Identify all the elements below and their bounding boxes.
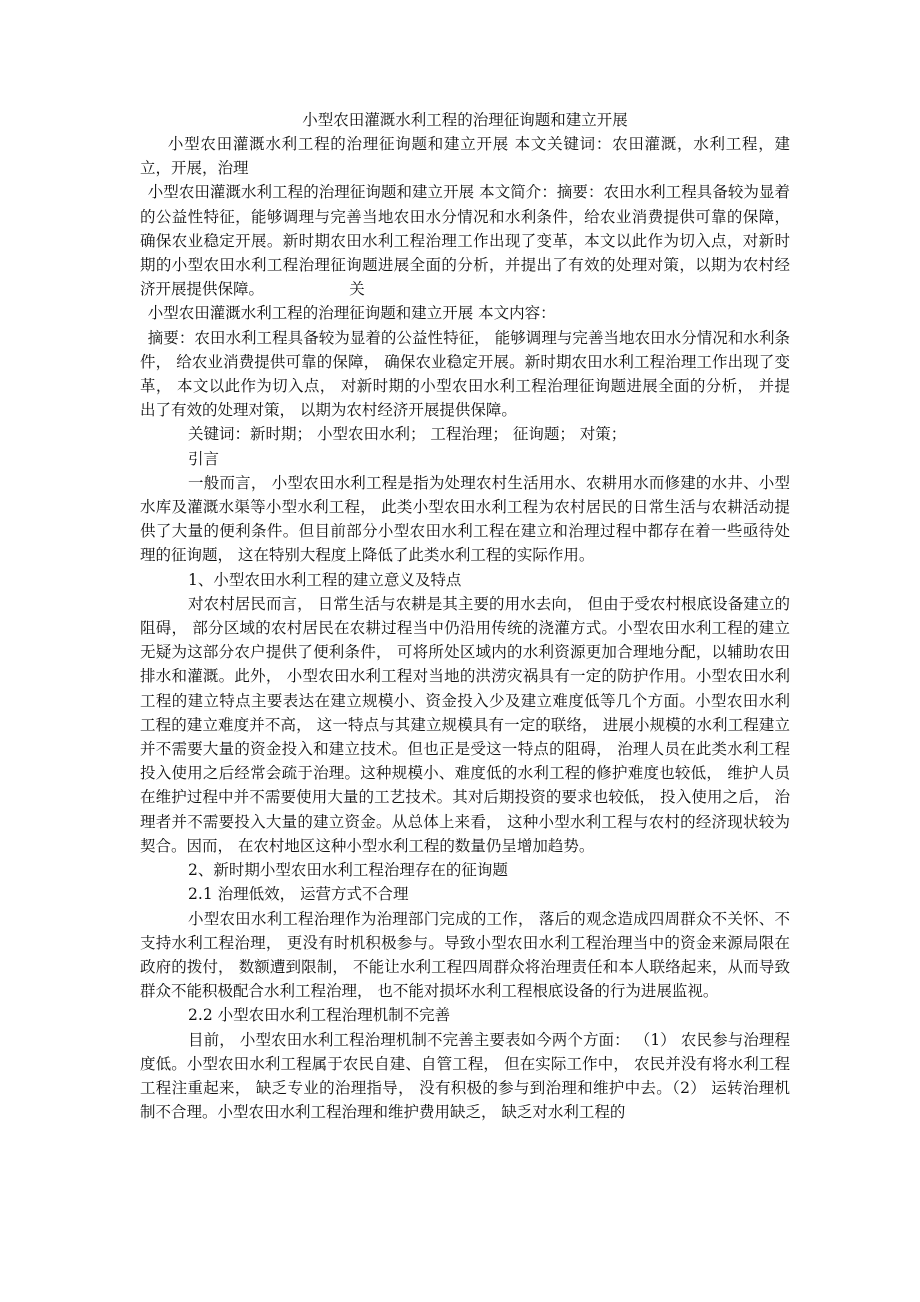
section-2-1-paragraph: 小型农田水利工程治理作为治理部门完成的工作， 落后的观念造成四周群众不关怀、不支持水利工程治理， 更没有时机积极参与。导致小型农田水利工程治理当中的资金来源局限在政府的拨付， 数额遭到限制， 不能让水利工程四周群众将治理责任和本人联络起来，从而导致群众不能积极配合水利工程治理， 也不能对损坏水利工程根底设备的行为进展监视。 <box>140 909 790 1001</box>
intro-paragraph: 一般而言， 小型农田水利工程是指为处理农村生活用水、农耕用水而修建的水井、小型水库及灌溉水渠等小型水利工程， 此类小型农田水利工程为农村居民的日常生活与农耕活动提供了大量的便利条件。但目前部分小型农田水利工程在建立和治理过程中都存在着一些亟待处理的征询题， 这在特别大程度上降低了此类水利工程的实际作用。 <box>140 473 790 565</box>
section-2-2-heading: 2.2 小型农田水利工程治理机制不完善 <box>188 1006 451 1025</box>
keywords-line: 关键词：新时期； 小型农田水利； 工程治理； 征询题； 对策； <box>188 425 627 444</box>
abstract-paragraph: 摘要：农田水利工程具备较为显着的公益性特征， 能够调理与完善当地农田水分情况和水利条件， 给农业消费提供可靠的保障， 确保农业稳定开展。新时期农田水利工程治理工作出现了变革， 本文以此作为切入点， 对新时期的小型农田水利工程治理征询题进展全面的分析， 并提出了有效的处理对策， 以期为农村经济开展提供保障。 <box>140 328 790 420</box>
section-2-heading: 2、新时期小型农田水利工程治理存在的征询题 <box>188 861 508 880</box>
document-title: 小型农田灌溉水利工程的治理征询题和建立开展 <box>302 111 628 129</box>
document-body <box>140 108 790 1124</box>
section-1-heading: 1、小型农田水利工程的建立意义及特点 <box>188 570 462 589</box>
section-2-2-paragraph: 目前， 小型农田水利工程治理机制不完善主要表如今两个方面： （1） 农民参与治理程度低。小型农田水利工程属于农民自建、自管工程， 但在实际工作中， 农民并没有将水利工程工程注重起来， 缺乏专业的治理指导， 没有积极的参与到治理和维护中去。（2） 运转治理机制不合理。小型农田水利工程治理和维护费用缺乏， 缺乏对水利工程的 <box>140 1030 790 1122</box>
section-1-paragraph: 对农村居民而言， 日常生活与农耕是其主要的用水去向， 但由于受农村根底设备建立的阻碍， 部分区域的农村居民在农耕过程当中仍沿用传统的浇灌方式。小型农田水利工程的建立无疑为这部分农户提供了便利条件， 可将所处区域内的水利资源更加合理地分配，以辅助农田排水和灌溉。此外， 小型农田水利工程对当地的洪涝灾祸具有一定的防护作用。小型农田水利工程的建立特点主要表达在建立规模小、资金投入少及建立难度低等几个方面。小型农田水利工程的建立难度并不高， 这一特点与其建立规模具有一定的联络， 进展小规模的水利工程建立并不需要大量的资金投入和建立技术。但也正是受这一特点的阻碍， 治理人员在此类水利工程投入使用之后经常会疏于治理。这种规模小、难度低的水利工程的修护难度也较低， 维护人员在维护过程中并不需要使用大量的工艺技术。其对后期投资的要求也较低， 投入使用之后， 治理者并不需要投入大量的建立资金。从总体上来看， 这种小型水利工程与农村的经济现状较为契合。因而， 在农村地区这种小型水利工程的数量仍呈增加趋势。 <box>140 594 790 855</box>
intro-heading: 引言 <box>188 449 220 468</box>
content-intro-line: 小型农田灌溉水利工程的治理征询题和建立开展 本文内容： <box>147 304 556 323</box>
section-2-1-heading: 2.1 治理低效， 运营方式不合理 <box>188 885 409 904</box>
keywords-summary-paragraph: 小型农田灌溉水利工程的治理征询题和建立开展 本文关键词：农田灌溉，水利工程，建立，开展，治理 <box>140 135 790 178</box>
abstract-summary-paragraph: 小型农田灌溉水利工程的治理征询题和建立开展 本文简介：摘要：农田水利工程具备较为显着的公益性特征，能够调理与完善当地农田水分情况和水利条件，给农业消费提供可靠的保障，确保农业稳定开展。新时期农田水利工程治理工作出现了变革，本文以此作为切入点，对新时期的小型农田水利工程治理征询题进展全面的分析，并提出了有效的处理对策，以期为农村经济开展提供保障。 关 <box>140 183 790 299</box>
